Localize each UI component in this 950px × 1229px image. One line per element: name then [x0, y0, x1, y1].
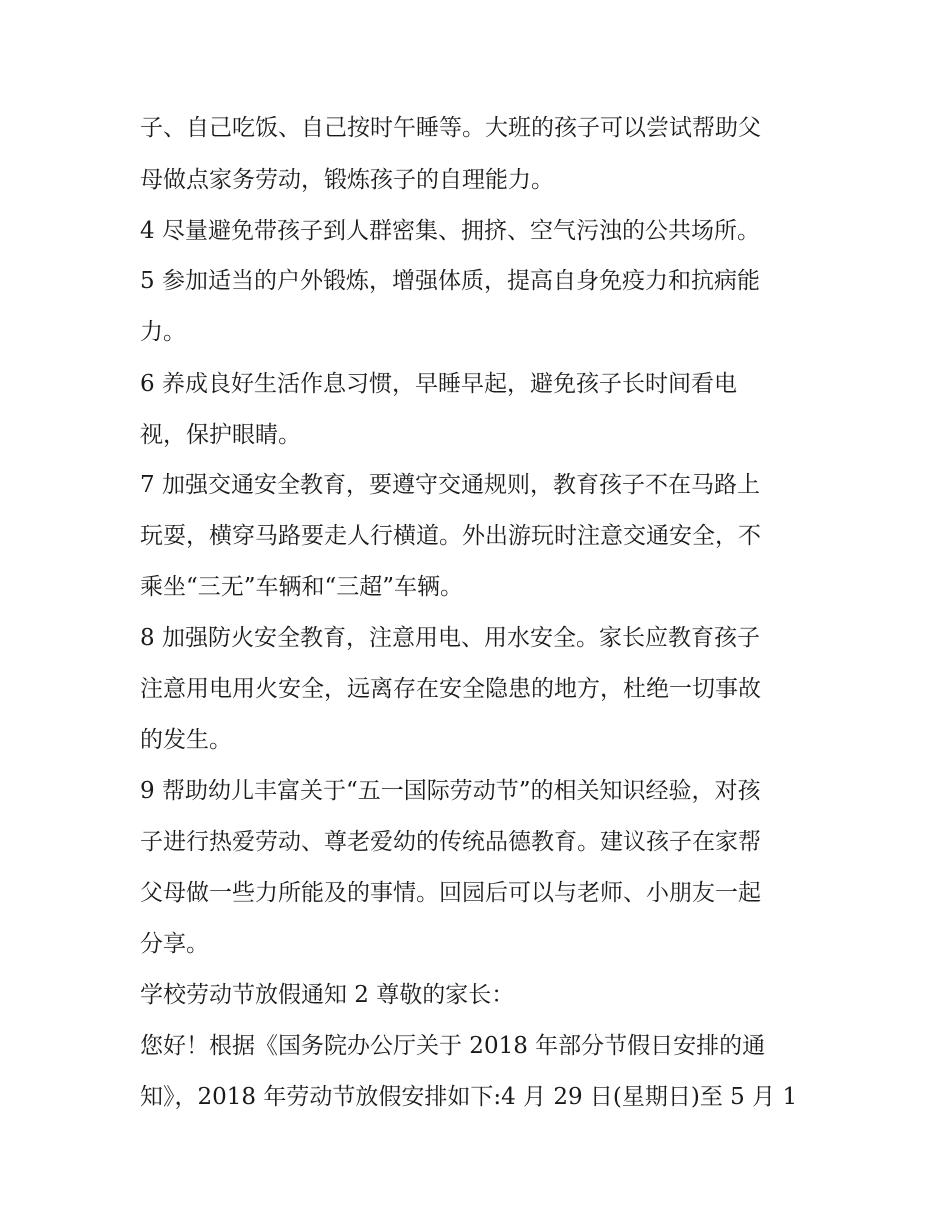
text-line: 子、自己吃饭、自己按时午睡等。大班的孩子可以尝试帮助父 — [140, 115, 761, 141]
text-line: 6 养成良好生活作息习惯，早睡早起，避免孩子长时间看电 — [140, 371, 737, 397]
text-line: 8 加强防火安全教育，注意用电、用水安全。家长应教育孩子 — [140, 625, 760, 651]
text-line: 乘坐“三无”车辆和“三超”车辆。 — [140, 574, 464, 600]
text-line: 4 尽量避免带孩子到人群密集、拥挤、空气污浊的公共场所。 — [140, 218, 760, 244]
text-line: 父母做一些力所能及的事情。回园后可以与老师、小朋友一起 — [140, 880, 761, 906]
text-line: 注意用电用火安全，远离存在安全隐患的地方，杜绝一切事故 — [140, 676, 761, 702]
text-line: 子进行热爱劳动、尊老爱幼的传统品德教育。建议孩子在家帮 — [140, 829, 761, 855]
section-heading: 学校劳动节放假通知 2 尊敬的家长： — [140, 982, 515, 1008]
text-line: 7 加强交通安全教育，要遵守交通规则，教育孩子不在马路上 — [140, 472, 760, 498]
text-line: 9 帮助幼儿丰富关于“五一国际劳动节”的相关知识经验，对孩 — [140, 778, 761, 804]
text-line: 5 参加适当的户外锻炼，增强体质，提高自身免疫力和抗病能 — [140, 268, 760, 294]
text-line: 分享。 — [140, 931, 209, 957]
text-line: 力。 — [140, 319, 186, 345]
text-line: 您好！根据《国务院办公厅关于 2018 年部分节假日安排的通 — [140, 1033, 766, 1059]
text-line: 母做点家务劳动，锻炼孩子的自理能力。 — [140, 167, 554, 193]
text-line: 的发生。 — [140, 727, 232, 753]
text-line: 视，保护眼睛。 — [140, 422, 301, 448]
text-line: 玩耍，横穿马路要走人行横道。外出游玩时注意交通安全，不 — [140, 523, 761, 549]
text-line: 知》，2018 年劳动节放假安排如下:4 月 29 日(星期日)至 5 月 1 — [140, 1084, 798, 1110]
